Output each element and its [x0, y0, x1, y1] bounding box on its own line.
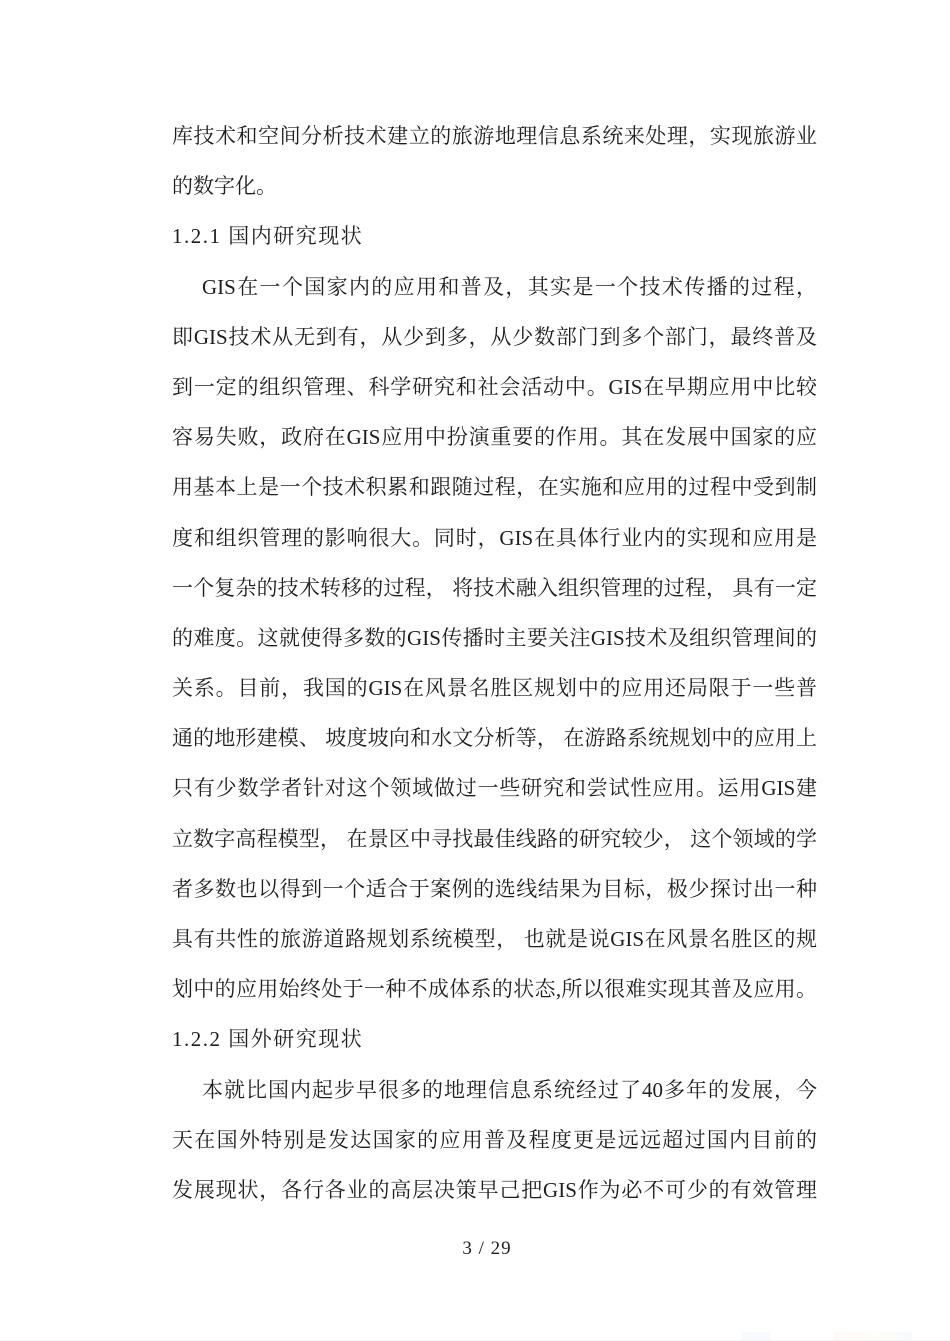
document-lines: [172, 111, 817, 1215]
text-line: 的数字化。: [172, 174, 277, 199]
text-line: 关系。目前，我国的GIS在风景名胜区规划中的应用还局限于一些普: [172, 676, 817, 701]
text-line: 用基本上是一个技术积累和跟随过程，在实施和应用的过程中受到制: [172, 475, 817, 500]
watermark-artifact: [834, 1332, 912, 1340]
section-heading: 1.2.2 国外研究现状: [172, 1027, 364, 1052]
text-line: 天在国外特别是发达国家的应用普及程度更是远远超过国内目前的: [172, 1127, 817, 1152]
text-line: 发展现状，各行各业的高层决策早己把GIS作为必不可少的有效管理: [172, 1177, 817, 1202]
page-number: 3 / 29: [462, 1238, 512, 1259]
text-line: 本就比国内起步早很多的地理信息系统经过了40多年的发展，今: [202, 1077, 817, 1102]
text-line: 划中的应用始终处于一种不成体系的状态,所以很难实现其普及应用。: [172, 977, 817, 1002]
text-line: 立数字高程模型， 在景区中寻找最佳线路的研究较少， 这个领域的学: [172, 826, 817, 851]
text-line: 容易失败，政府在GIS应用中扮演重要的作用。其在发展中国家的应: [172, 425, 817, 450]
text-line: 即GIS技术从无到有，从少到多，从少数部门到多个部门，最终普及: [172, 324, 817, 349]
text-line: 一个复杂的技术转移的过程， 将技术融入组织管理的过程， 具有一定: [172, 575, 817, 600]
text-line: 的难度。这就使得多数的GIS传播时主要关注GIS技术及组织管理间的: [172, 625, 817, 650]
text-line: 只有少数学者针对这个领域做过一些研究和尝试性应用。运用GIS建: [172, 776, 817, 801]
section-heading: 1.2.1 国内研究现状: [172, 224, 364, 249]
text-line: 度和组织管理的影响很大。同时，GIS在具体行业内的实现和应用是: [172, 525, 817, 550]
watermark-artifact: [742, 1332, 770, 1340]
text-line: GIS在一个国家内的应用和普及，其实是一个技术传播的过程，: [202, 274, 817, 299]
text-line: 库技术和空间分析技术建立的旅游地理信息系统来处理，实现旅游业: [172, 124, 817, 148]
text-line: 具有共性的旅游道路规划系统模型， 也就是说GIS在风景名胜区的规: [172, 927, 817, 951]
text-line: 到一定的组织管理、科学研究和社会活动中。GIS在早期应用中比较: [172, 374, 817, 399]
text-line: 者多数也以得到一个适合于案例的选线结果为目标，极少探讨出一种: [172, 876, 817, 901]
text-line: 通的地形建模、 坡度坡向和水文分析等， 在游路系统规划中的应用上: [172, 726, 817, 751]
